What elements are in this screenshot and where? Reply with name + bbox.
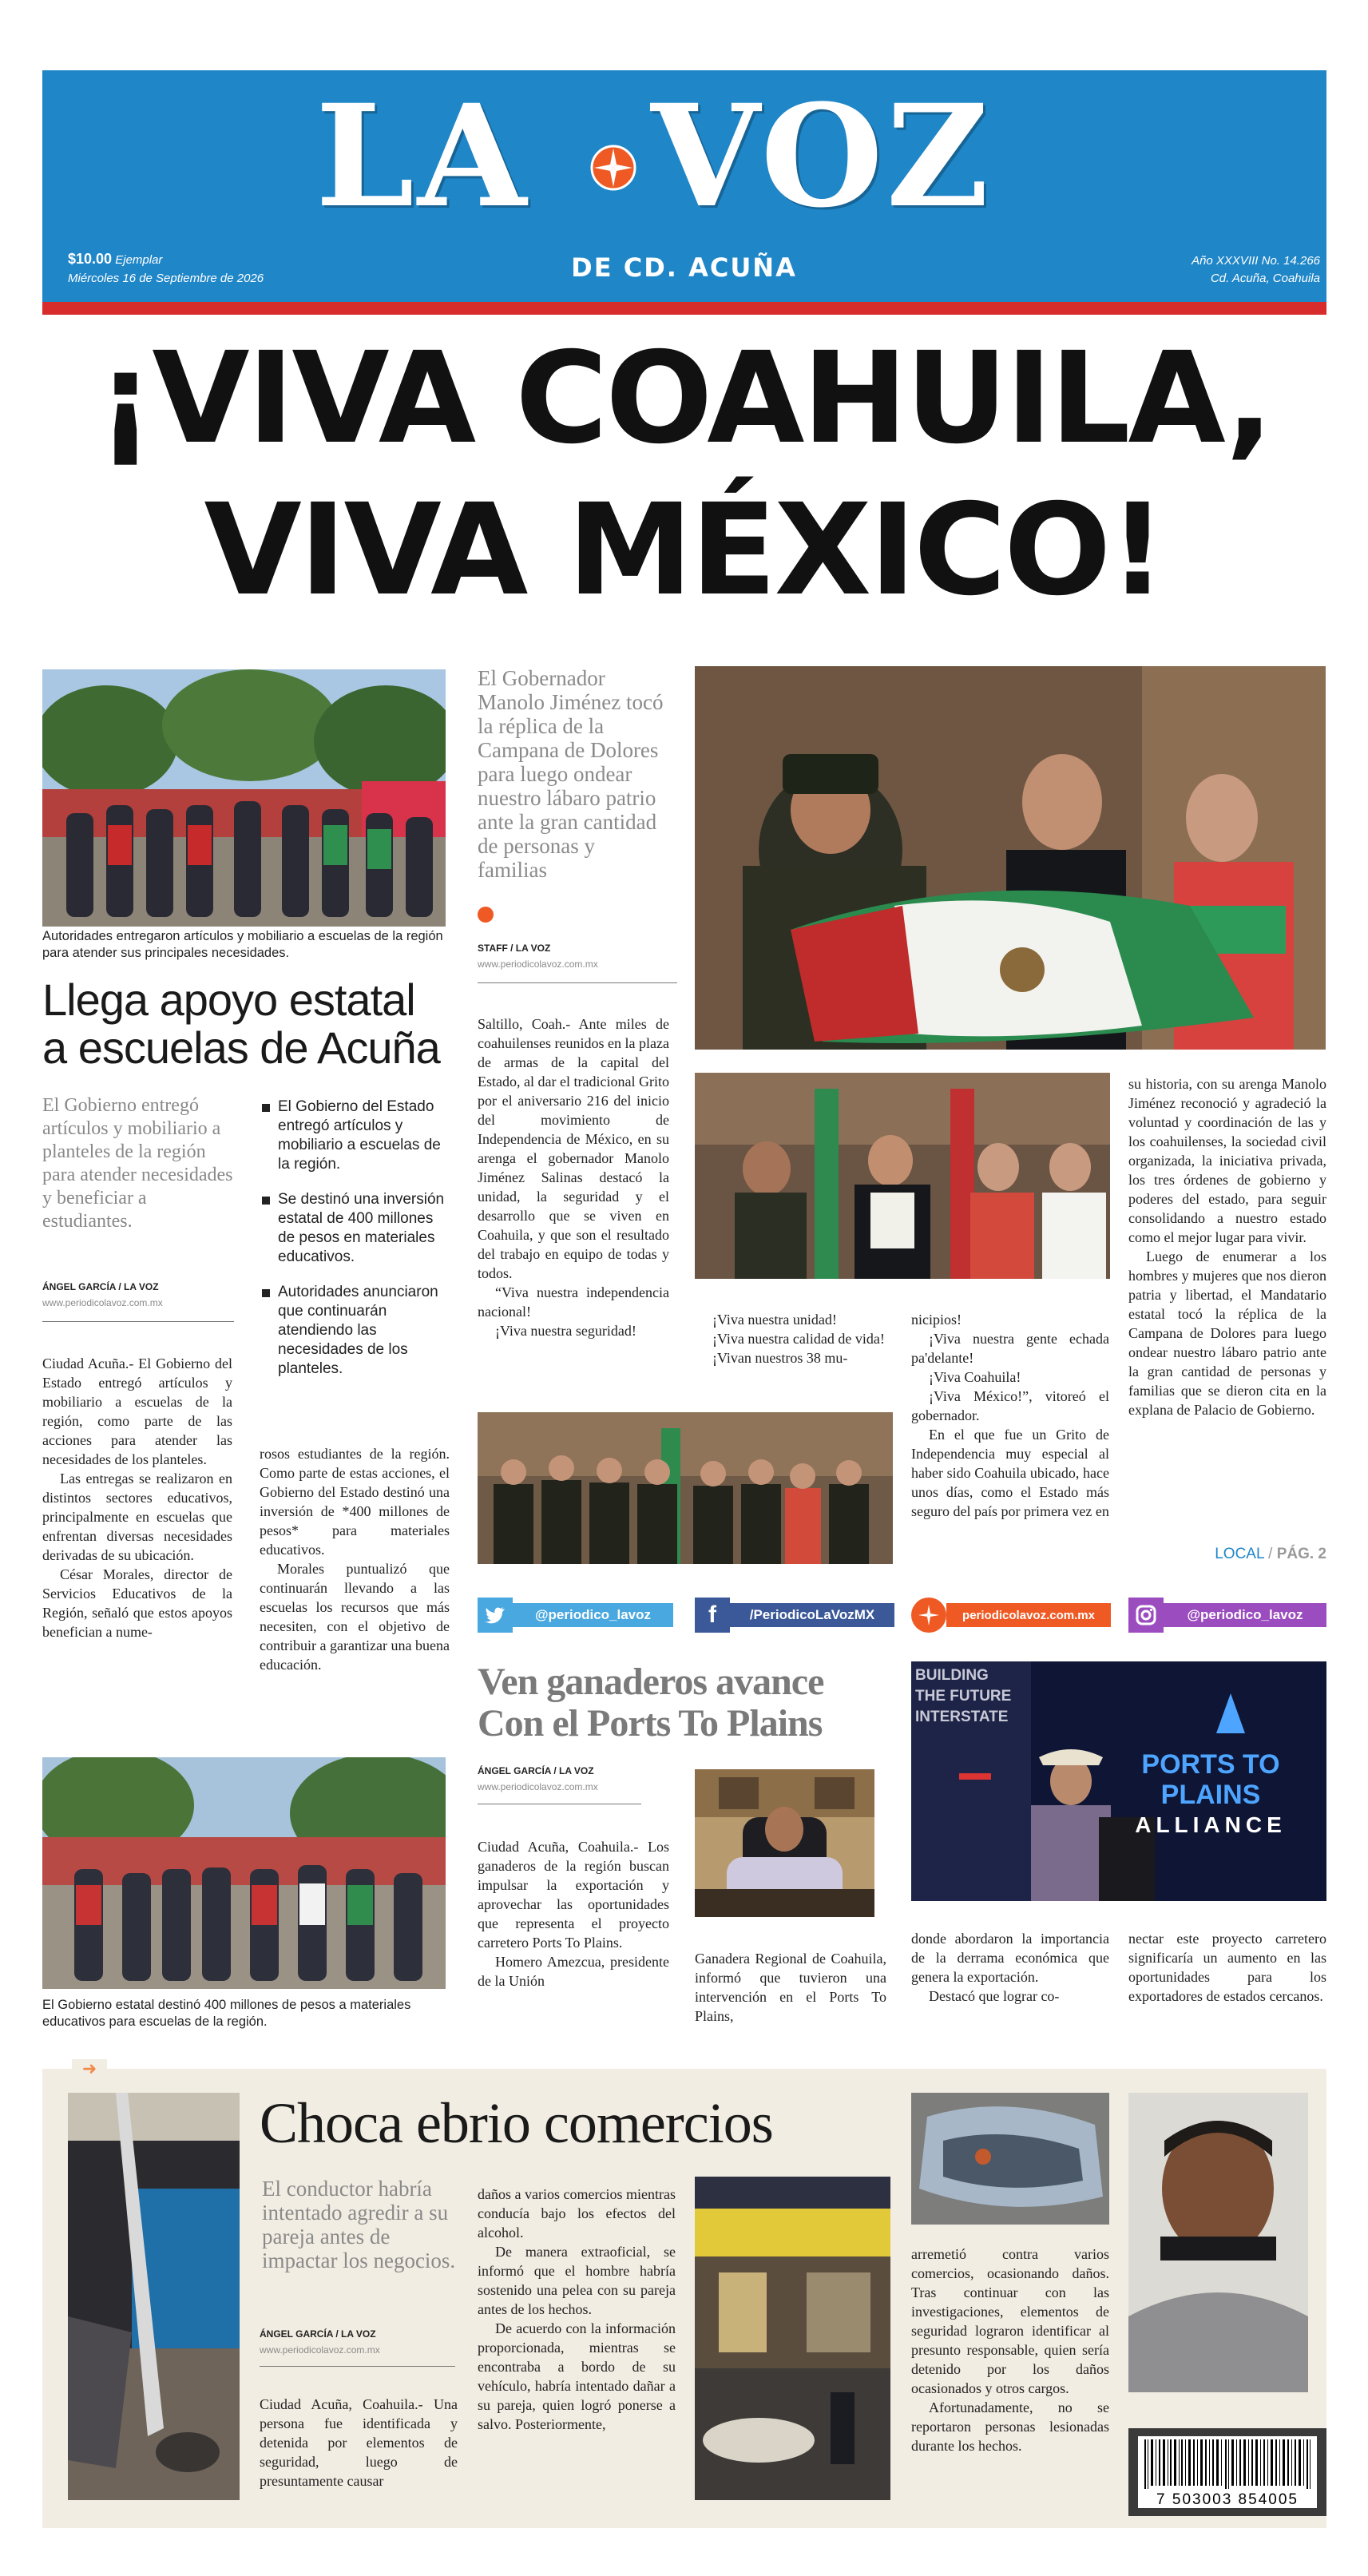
paragraph: Homero Amezcua, presidente de la Unión	[478, 1954, 669, 1989]
crash-byline-rule	[260, 2366, 455, 2367]
paragraph: Ciudad Acuña, Coahuila.- Una persona fue identificada y detenida por elementos de seguridad, luego de presuntamente causar	[260, 2396, 458, 2489]
ports-to-plains-logo: PORTS TO PLAINS ALLIANCE	[1135, 1749, 1287, 1837]
paragraph: ¡Viva Coahuila!	[929, 1369, 1021, 1385]
schools-headline-line2: a escuelas de Acuña	[42, 1022, 440, 1073]
issue-date: Miércoles 16 de Septiembre de 2026	[68, 272, 264, 285]
instagram-icon	[1128, 1598, 1164, 1633]
crash-photo-detail	[911, 2093, 1109, 2225]
paragraph: ¡Vivan nuestros 38 mu-	[712, 1350, 848, 1366]
paragraph: nicipios!	[911, 1312, 962, 1328]
schools-bullet-1: El Gobierno del Estado entregó artículos y mobiliario a escuelas de la región.	[262, 1097, 454, 1174]
logo-la: LA	[315, 73, 530, 239]
social-web[interactable]	[911, 1598, 1111, 1633]
ports-body-col2	[695, 1949, 886, 2026]
grito-byline-rule	[478, 982, 677, 983]
paragraph: Morales puntualizó que continuarán llevando a las escuelas los recursos que más necesiten, con el objetivo de contribuir a garantizar una buena educación.	[260, 1561, 450, 1673]
crash-photo-mugshot	[1128, 2093, 1308, 2392]
price-label: Ejemplar	[115, 253, 163, 267]
logo-voz: VOZ	[651, 73, 993, 239]
schools-headline	[42, 976, 474, 1072]
stage-banner-text: BUILDING THE FUTURE INTERSTATE	[915, 1667, 1012, 1725]
arrow-right-icon: ➜	[72, 2059, 107, 2082]
schools-photo-2-caption: El Gobierno estatal destinó 400 millones de pesos a materiales educativos para escuelas de la región.	[42, 1998, 411, 2029]
paragraph: Las entregas se realizaron en distintos sectores educativos, principalmente en escuelas que enfrentan diversas necesidades derivadas de su ubicación.	[42, 1471, 232, 1563]
instagram-handle: @periodico_lavoz	[1164, 1603, 1326, 1627]
crash-headline: Choca ebrio comercios	[260, 2091, 773, 2155]
paragraph: ¡Viva nuestra seguridad!	[495, 1323, 636, 1339]
facebook-handle: /PeriodicoLaVozMX	[730, 1603, 894, 1627]
crash-deck: El conductor habría intentado agredir a su pareja antes de impactar los negocios.	[262, 2177, 456, 2272]
paragraph: Ciudad Acuña.- El Gobierno del Estado entregó artículos y mobiliario a escuelas de la región, como parte de las acciones para atender las necesidades de los planteles.	[42, 1355, 232, 1467]
paragraph: daños a varios comercios mientras conducía bajo los efectos del alcohol.	[478, 2186, 676, 2241]
ports-headline-line2: Con el Ports To Plains	[478, 1702, 823, 1744]
schools-body-col2	[260, 1444, 450, 1674]
grito-web: www.periodicolavoz.com.mx	[478, 959, 598, 970]
paragraph: “Viva nuestra independencia nacional!	[478, 1284, 669, 1320]
paragraph: donde abordaron la importancia de la derrama económica que genera la exportación.	[911, 1931, 1109, 1985]
jump-section: LOCAL	[1215, 1546, 1264, 1562]
grito-deck: El Gobernador Manolo Jiménez tocó la réplica de la Campana de Dolores para luego ondear nuestro lábaro patrio ante la gran cantidad de personas y familias	[478, 666, 664, 882]
schools-bullet-2: Se destinó una inversión estatal de 400 millones de pesos en materiales educativos.	[262, 1190, 454, 1267]
paragraph: ¡Viva nuestra unidad!	[712, 1312, 837, 1328]
ports-byline: ÁNGEL GARCÍA / LA VOZ	[478, 1765, 594, 1776]
schools-bullets	[262, 1097, 454, 1395]
twitter-icon	[478, 1598, 513, 1633]
website-url: periodicolavoz.com.mx	[946, 1603, 1111, 1627]
schools-photo-1	[42, 669, 446, 927]
masthead-subtitle: DE CD. ACUÑA	[571, 252, 797, 283]
jump-page: PÁG. 2	[1276, 1546, 1326, 1562]
barcode-number: 7 503003 854005	[1156, 2491, 1299, 2508]
price: $10.00	[68, 251, 113, 267]
crash-body-col3	[911, 2245, 1109, 2455]
schools-deck: El Gobierno entregó artículos y mobiliario a planteles de la región para atender necesidades y beneficiar a estudiantes.	[42, 1095, 233, 1232]
paragraph: Ganadera Regional de Coahuila, informó que tuvieron una intervención en el Ports To Plains,	[695, 1951, 886, 2024]
schools-byline-rule	[42, 1321, 234, 1322]
facebook-icon: f	[695, 1598, 730, 1633]
issue-number: Año XXXVIII No. 14.266	[1192, 254, 1320, 268]
paragraph: nectar este proyecto carretero significaría un aumento en las oportunidades para los exportadores de estados cercanos.	[1128, 1931, 1326, 2004]
compass-rose-icon	[589, 144, 637, 192]
grito-jump[interactable]: LOCAL / PÁG. 2	[1215, 1546, 1326, 1562]
social-facebook[interactable]	[695, 1598, 894, 1633]
paragraph: rosos estudiantes de la región. Como parte de estas acciones, el Gobierno del Estado destinó una inversión de *400 millones de pesos* para materiales educativos.	[260, 1446, 450, 1558]
orange-dot	[478, 907, 494, 923]
bullet-square-icon	[262, 1289, 270, 1297]
schools-headline-line1: Llega apoyo estatal	[42, 974, 415, 1025]
paragraph: Luego de enumerar a los hombres y mujeres que nos dieron patria y libertad, el Mandatario estatal tocó la réplica de la Campana de Dolores para luego ondear nuestro lábaro patrio ante la gran cantidad de personas y familias que se dieron cita en la explana de Palacio de Gobierno.	[1128, 1248, 1326, 1418]
paragraph: Afortunadamente, no se reportaron personas lesionadas durante los hechos.	[911, 2399, 1109, 2454]
bullet-square-icon	[262, 1104, 270, 1112]
ports-photo-stage	[911, 1661, 1326, 1901]
paragraph: ¡Viva nuestra calidad de vida!	[712, 1331, 885, 1347]
paragraph: Ciudad Acuña, Coahuila.- Los ganaderos de la región buscan impulsar la exportación y aprovechar las oportunidades que representa el proyecto carretero Ports To Plains.	[478, 1839, 669, 1951]
grito-body-col4	[1128, 1074, 1326, 1419]
paragraph: César Morales, director de Servicios Educativos de la Región, señaló que estos apoyos benefician a nume-	[42, 1566, 232, 1640]
schools-web: www.periodicolavoz.com.mx	[42, 1297, 163, 1308]
social-instagram[interactable]	[1128, 1598, 1326, 1633]
masthead-red-stripe	[42, 302, 1326, 315]
grito-byline: STAFF / LA VOZ	[478, 943, 551, 954]
paragraph: arremetió contra varios comercios, ocasionando daños. Tras continuar con las investigaciones, elementos de seguridad lograron identificar al presunto responsable, quien sería detenido por los daños ocasionados y otros cargos.	[911, 2246, 1109, 2396]
headline-line1: ¡VIVA COAHUILA,	[97, 325, 1271, 472]
paragraph: su historia, con su arenga Manolo Jiménez reconoció y agradeció la voluntad y coordinación de las y los coahuilenses, la sociedad civil organizada, la iniciativa privada, los tres órdenes de gobierno y poderes del estado, para seguir consolidando a nuestro estado como el mejor lugar para vivir.	[1128, 1076, 1326, 1245]
schools-byline: ÁNGEL GARCÍA / LA VOZ	[42, 1281, 159, 1292]
schools-bullet-3: Autoridades anunciaron que continuarán atendiendo las necesidades de los planteles.	[262, 1283, 454, 1379]
grito-body-col3	[911, 1310, 1109, 1521]
crash-photo-storefront	[68, 2093, 240, 2500]
crash-byline: ÁNGEL GARCÍA / LA VOZ	[260, 2328, 376, 2340]
crash-body-col2	[478, 2185, 676, 2434]
grito-body-col1	[478, 1014, 669, 1340]
grito-body-col2	[695, 1310, 886, 1367]
paragraph: De acuerdo con la información proporcionada, mientras se encontraba a bordo de su vehículo, habría intentado dañar a su pareja, quien logró ponerse a salvo. Posteriormente,	[478, 2320, 676, 2432]
barcode-bars	[1138, 2436, 1317, 2489]
paragraph: De manera extraoficial, se informó que el hombre habría sostenido una pelea con su pareja antes de los hechos.	[478, 2244, 676, 2317]
paragraph: ¡Viva México!”, vitoreó el gobernador.	[911, 1388, 1109, 1423]
twitter-handle: @periodico_lavoz	[513, 1603, 673, 1627]
schools-body-col1	[42, 1354, 232, 1641]
ports-body-col3	[911, 1929, 1109, 2006]
ports-web: www.periodicolavoz.com.mx	[478, 1781, 598, 1792]
crash-web: www.periodicolavoz.com.mx	[260, 2344, 380, 2356]
compass-rose-icon	[911, 1598, 946, 1633]
price-line	[68, 251, 162, 268]
ports-headline-line1: Ven ganaderos avance	[478, 1661, 824, 1703]
headline-line2: VIVA MÉXICO!	[204, 477, 1164, 624]
issue-city: Cd. Acuña, Coahuila	[1210, 272, 1320, 285]
grito-main-photo	[695, 666, 1326, 1050]
paragraph: En el que fue un Grito de Independencia muy especial al haber sido Coahuila ubicado, hace unos días, como el Estado más seguro del país por primera vez en	[911, 1427, 1109, 1519]
grito-photo-2	[695, 1073, 1110, 1279]
bullet-square-icon	[262, 1197, 270, 1205]
ports-photo-portrait	[695, 1769, 874, 1917]
ports-body-col4	[1128, 1929, 1326, 2006]
barcode	[1138, 2436, 1317, 2508]
ports-headline	[478, 1661, 909, 1744]
paragraph: Destacó que lograr co-	[929, 1988, 1060, 2004]
schools-photo-1-caption: Autoridades entregaron artículos y mobiliario a escuelas de la región para atender sus principales necesidades.	[42, 929, 443, 960]
ports-body-col1	[478, 1837, 669, 1991]
paragraph: Saltillo, Coah.- Ante miles de coahuilenses reunidos en la plaza de armas de la capital del Estado, al dar el tradicional Grito por el aniversario 216 del inicio del movimiento de Independencia de México, en su arenga el gobernador Manolo Jiménez Salinas destacó la unidad, la seguridad y el desarrollo que se viven en Coahuila, y que son el resultado del trabajo en equipo de todas y todos.	[478, 1016, 669, 1281]
paragraph: ¡Viva nuestra gente echada pa'delante!	[911, 1331, 1109, 1366]
schools-photo-2	[42, 1757, 446, 1989]
crash-photo-night	[695, 2177, 890, 2500]
grito-photo-3	[478, 1412, 893, 1564]
crash-body-col1	[260, 2395, 458, 2491]
social-twitter[interactable]	[478, 1598, 673, 1633]
